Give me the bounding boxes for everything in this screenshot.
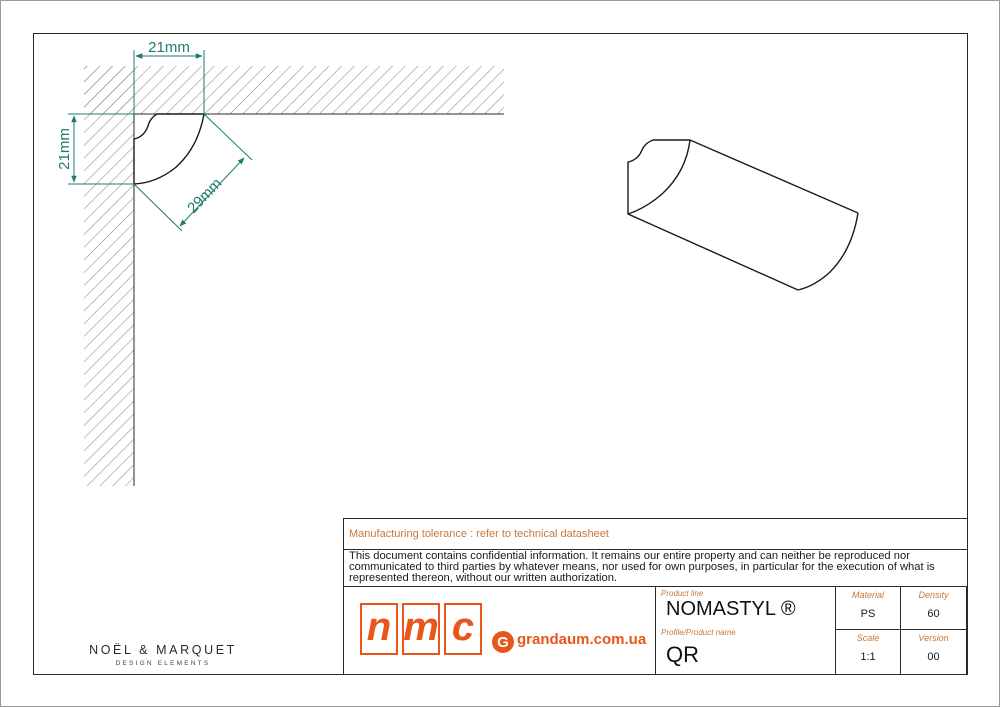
version-cell bbox=[901, 630, 967, 674]
dim-side-label: 21mm bbox=[56, 128, 73, 170]
brand-tagline: DESIGN ELEMENTS bbox=[115, 660, 211, 667]
density-label: Density bbox=[918, 590, 949, 600]
product-name: QR bbox=[666, 642, 699, 667]
isometric-view bbox=[628, 140, 858, 290]
scale-cell bbox=[836, 630, 901, 674]
material-cell bbox=[836, 587, 901, 630]
brand-name: NOËL & MARQUET bbox=[89, 643, 237, 657]
product-cell bbox=[656, 587, 836, 674]
version-value: 00 bbox=[927, 651, 940, 663]
logo-cell bbox=[344, 587, 656, 674]
confidential-row bbox=[344, 550, 967, 587]
title-block bbox=[343, 518, 967, 674]
density-cell bbox=[901, 587, 967, 630]
tolerance-row bbox=[344, 519, 967, 550]
nmc-logo-n: n bbox=[360, 603, 398, 655]
version-label: Version bbox=[918, 633, 949, 643]
nmc-logo-c: c bbox=[444, 603, 482, 655]
confidential-notice: This document contains confidential information. It remains our entire property and can neither be reproduced nor communicated to third parties by whatever means, nor used for own purposes, in particular for the execution of what is represented thereon, without our written authorization. bbox=[349, 550, 935, 584]
material-label: Material bbox=[851, 590, 884, 600]
product-name-label: Profile/Product name bbox=[661, 628, 736, 637]
product-line-label: Product line bbox=[661, 589, 704, 598]
profile-section bbox=[134, 114, 204, 184]
dim-top-label: 21mm bbox=[148, 39, 190, 56]
tolerance-note: Manufacturing tolerance : refer to technical datasheet bbox=[349, 528, 609, 540]
scale-label: Scale bbox=[856, 633, 880, 643]
nmc-logo-m: m bbox=[402, 603, 440, 655]
density-value: 60 bbox=[927, 608, 940, 620]
title-block-details bbox=[344, 587, 967, 674]
site-logo-icon: G bbox=[492, 631, 514, 653]
scale-value: 1:1 bbox=[860, 651, 876, 663]
site-url[interactable]: grandaum.com.ua bbox=[517, 631, 647, 648]
dim-diagonal-label: 29mm bbox=[184, 174, 226, 217]
brand-logo bbox=[80, 643, 246, 667]
product-line: NOMASTYL ® bbox=[666, 598, 796, 620]
material-value: PS bbox=[860, 608, 876, 620]
